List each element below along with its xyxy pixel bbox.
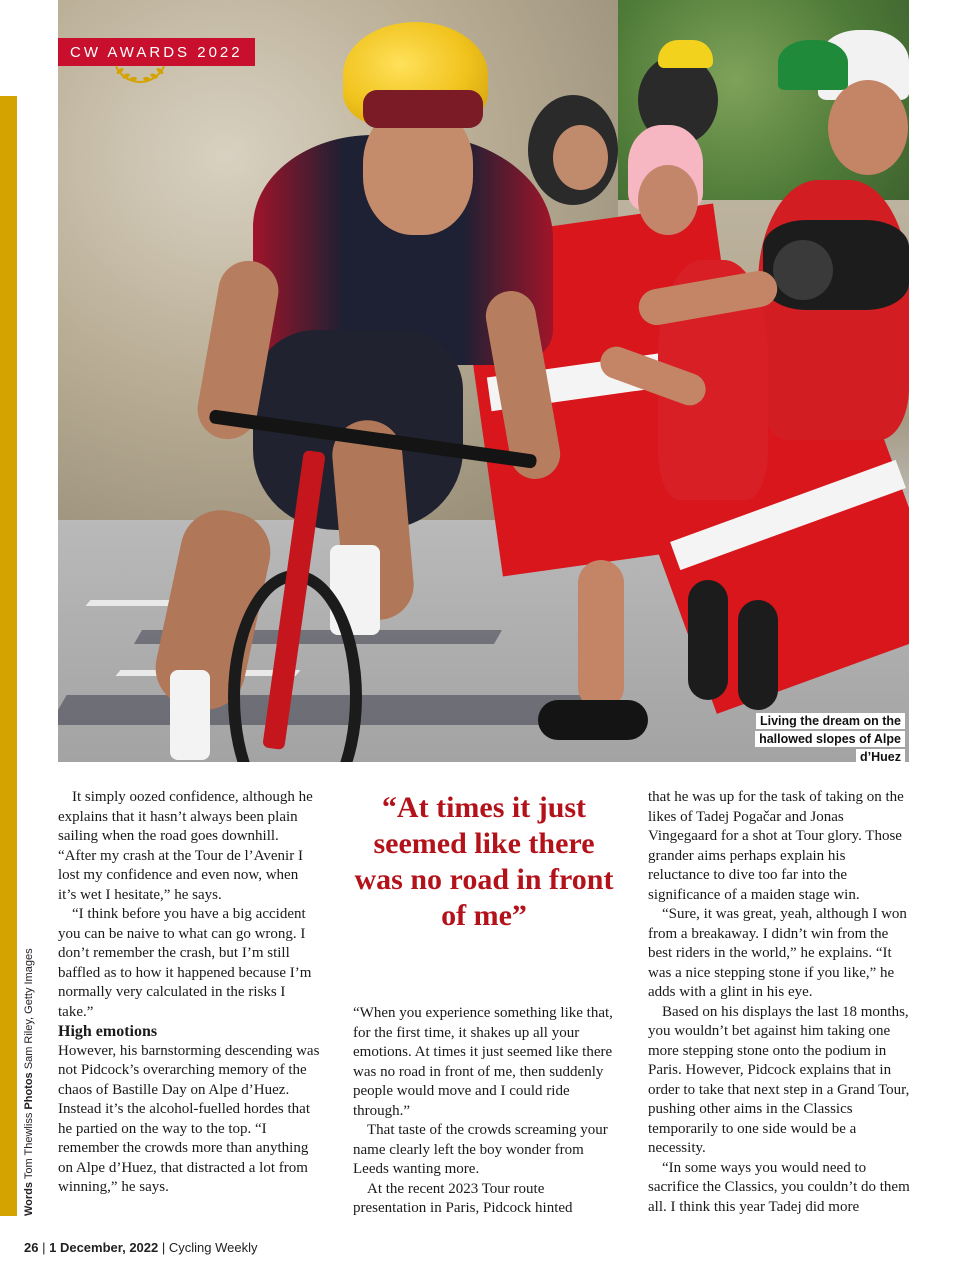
magazine-name: Cycling Weekly <box>168 1240 258 1255</box>
article-column-1 <box>58 788 320 1198</box>
rider-glasses <box>363 90 483 128</box>
hero-photo <box>58 0 909 762</box>
paragraph: “When you experience something like that, for the first time, it shakes up all your emotions. At times it just seemed like there was no road in front of me, then suddenly people would move and I could ride through.” <box>353 1005 613 1119</box>
paragraph: Based on his displays the last 18 months, you wouldn’t bet against him taking one more stepping stone onto the podium in Paris. However, Pidcock explains that in order to take that next step in a Grand Tour, pushing other aims in the Classics temporarily to one side would be a necessity. <box>648 1003 910 1156</box>
subheading: High emotions <box>58 1023 158 1040</box>
paragraph: However, his barnstorming descending was not Pidcock’s overarching memory of the chaos of Bastille Day on Alpe d’Huez. Instead it’s the alcohol-fuelled hordes that he partied on the way to the top. “I remember the crowds more than anything on Alpe d’Huez, that distracted a lot from winning,” he says. <box>58 1042 320 1195</box>
footer-separator: | <box>42 1240 46 1255</box>
paragraph: It simply oozed confidence, although he explains that it hasn’t always been plain sailing when the road goes downhill. “After my crash at the Tour de l’Avenir I lost my confidence and even now, when it’s wet I hesitate,” he says. <box>58 789 313 903</box>
caption-line-2: hallowed slopes of Alpe d’Huez <box>755 731 905 765</box>
paragraph: “Sure, it was great, yeah, although I won from a breakaway. I didn’t win from the best riders in the world,” he explains. “It was a nice stepping stone if you like,” he adds with a glint in his eye. <box>648 906 907 1000</box>
credit-writer: Tom Thewliss <box>23 1112 35 1180</box>
article-column-2 <box>353 1004 615 1219</box>
credit-photos-label: Photos <box>23 1072 35 1110</box>
photo-caption <box>715 712 905 766</box>
caption-line-1: Living the dream on the <box>756 713 905 729</box>
paragraph: “I think before you have a big accident you can be naive to what can go wrong. I don’t remember the crash, but I’m still baffled as to how it happened because I’m normally very calculated in the risks I take.” <box>58 906 312 1020</box>
credit-photographers: Sam Riley, Getty Images <box>23 948 35 1070</box>
paragraph: That taste of the crowds screaming your name clearly left the boy wonder from Leeds wanting more. <box>353 1122 608 1177</box>
footer-separator: | <box>161 1240 166 1255</box>
paragraph: that he was up for the task of taking on the likes of Tadej Pogačar and Jonas Vingegaard for a shot at Tour glory. Those grander aims perhaps explain his reluctance to dive too far into the significance of a maiden stage win. <box>648 789 904 903</box>
article-column-3 <box>648 788 910 1217</box>
paragraph: At the recent 2023 Tour route presentation in Paris, Pidcock hinted <box>353 1180 573 1216</box>
accent-bar <box>0 96 17 1216</box>
award-badge-text: CW AWARDS 2022 <box>70 43 243 61</box>
laurel-icon <box>112 62 168 84</box>
page-number: 26 <box>24 1240 39 1255</box>
issue-date: 1 December, 2022 <box>49 1240 159 1255</box>
paragraph: “In some ways you would need to sacrifice the Classics, you couldn’t do them all. I think this year Tadej did more <box>648 1159 910 1215</box>
credit-words-label: Words <box>23 1181 35 1216</box>
pull-quote: “At times it just seemed like there was no road in front of me” <box>354 791 614 932</box>
page-footer <box>24 1240 258 1255</box>
photo-credit <box>23 948 35 1216</box>
